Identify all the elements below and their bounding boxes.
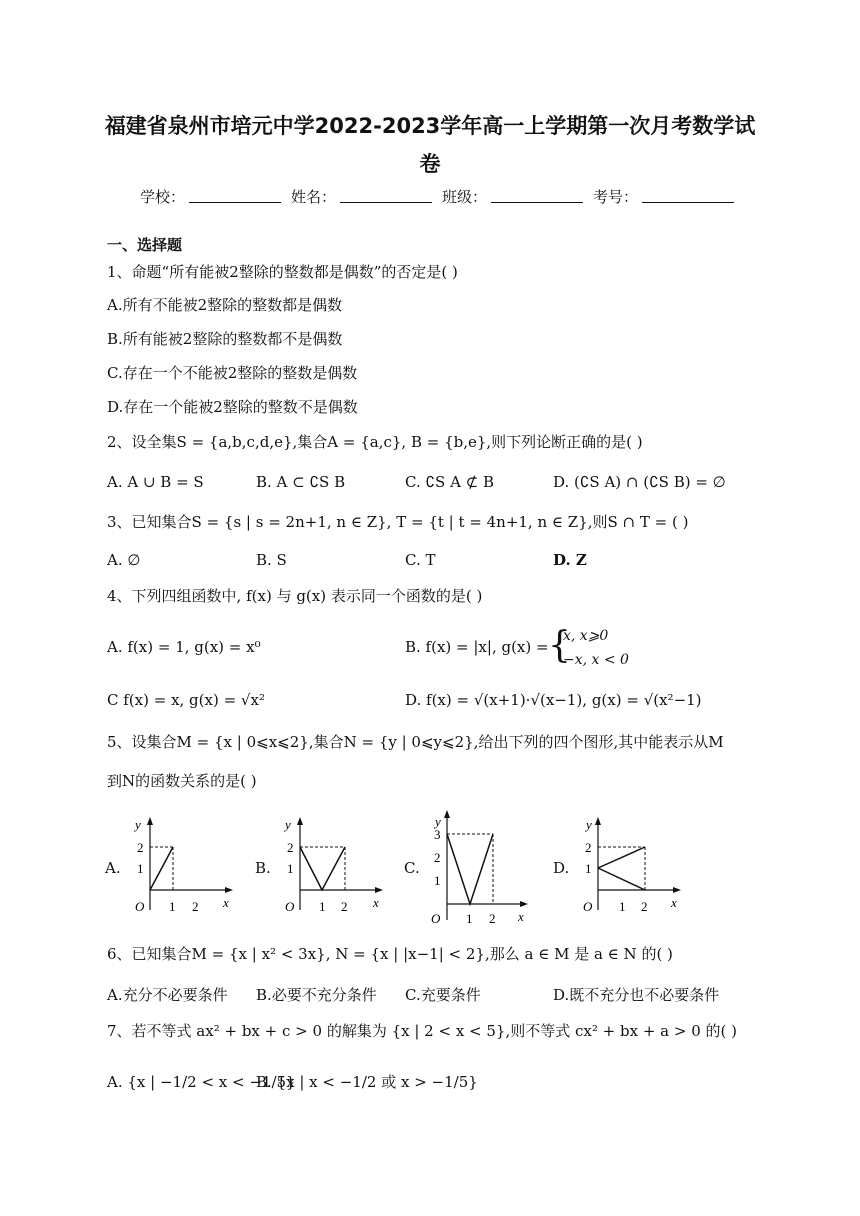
svg-text:2: 2: [434, 850, 441, 865]
q4-case2: −x, x < 0: [563, 652, 629, 668]
svg-text:2: 2: [489, 911, 496, 926]
q4-option-c: C f(x) = x, g(x) = √x²: [107, 691, 265, 709]
q2-option-c: C. ∁S A ⊄ B: [405, 473, 495, 491]
q5-label-d: D.: [553, 859, 570, 877]
svg-text:1: 1: [619, 899, 626, 914]
q4-case1: x, x⩾0: [563, 628, 609, 644]
graph-c: [425, 808, 535, 928]
graph-a-xlabel: x: [223, 895, 229, 910]
name-blank[interactable]: [340, 186, 432, 203]
student-info: [140, 186, 740, 207]
id-label: 考号：: [593, 188, 639, 206]
q3-stem: 3、已知集合S = {s | s = 2n+1, n ∈ Z}, T = {t | t = 4n+1, n ∈ Z},则S ∩ T = ( ): [107, 513, 689, 531]
q1-option-d: D.存在一个能被2整除的整数不是偶数: [107, 398, 358, 416]
graph-c-origin: O: [431, 911, 441, 926]
q5-stem: 5、设集合M = {x | 0⩽x⩽2},集合N = {y | 0⩽y⩽2},给出下列的四个图形,其中能表示从M: [107, 733, 724, 751]
svg-text:3: 3: [434, 827, 441, 842]
page-title-cont: 卷: [419, 152, 441, 176]
graph-b: [275, 815, 385, 920]
school-label: 学校：: [140, 188, 186, 206]
q3-option-c: C. T: [405, 551, 436, 569]
svg-text:2: 2: [192, 899, 199, 914]
graph-d-xlabel: x: [671, 895, 677, 910]
class-blank[interactable]: [491, 186, 583, 203]
graph-b-origin: O: [285, 899, 295, 914]
id-blank[interactable]: [642, 186, 734, 203]
graph-b-ylabel: y: [285, 817, 291, 832]
q6-stem: 6、已知集合M = {x | x² < 3x}, N = {x | |x−1| < 2},那么 a ∈ M 是 a ∈ N 的( ): [107, 945, 673, 963]
school-blank[interactable]: [189, 186, 281, 203]
q7-stem: 7、若不等式 ax² + bx + c > 0 的解集为 {x | 2 < x < 5},则不等式 cx² + bx + a > 0 的( ): [107, 1022, 737, 1040]
svg-text:2: 2: [137, 840, 144, 855]
svg-text:2: 2: [641, 899, 648, 914]
graph-a-origin: O: [135, 899, 145, 914]
q3-option-b: B. S: [256, 551, 287, 569]
q2-option-b: B. A ⊂ ∁S B: [256, 473, 346, 491]
q1-option-b: B.所有能被2整除的整数都不是偶数: [107, 330, 343, 348]
svg-text:1: 1: [585, 861, 592, 876]
q5-label-c: C.: [404, 859, 420, 877]
svg-text:2: 2: [341, 899, 348, 914]
q6-option-b: B.必要不充分条件: [256, 986, 377, 1004]
q5-label-b: B.: [255, 859, 271, 877]
q5-label-a: A.: [105, 859, 121, 877]
graph-c-xlabel: x: [518, 909, 524, 924]
q3-option-d: D. Z: [553, 551, 587, 569]
q4-option-d: D. f(x) = √(x+1)·√(x−1), g(x) = √(x²−1): [405, 691, 702, 709]
q4-brace: {: [548, 625, 571, 666]
class-label: 班级：: [442, 188, 488, 206]
svg-text:1: 1: [287, 861, 294, 876]
q6-option-c: C.充要条件: [405, 986, 481, 1004]
graph-a-ylabel: y: [135, 817, 141, 832]
graph-a: [125, 815, 235, 920]
svg-text:1: 1: [434, 873, 441, 888]
graph-c-ylabel: y: [435, 814, 441, 829]
graph-d-ylabel: y: [586, 817, 592, 832]
q5-stem-cont: 到N的函数关系的是( ): [107, 772, 257, 790]
q1-option-c: C.存在一个不能被2整除的整数是偶数: [107, 364, 358, 382]
q4-option-a: A. f(x) = 1, g(x) = x⁰: [107, 638, 261, 656]
name-label: 姓名：: [291, 188, 337, 206]
svg-text:1: 1: [466, 911, 473, 926]
svg-text:2: 2: [287, 840, 294, 855]
q4-stem: 4、下列四组函数中, f(x) 与 g(x) 表示同一个函数的是( ): [107, 587, 483, 605]
graph-d-origin: O: [583, 899, 593, 914]
graph-b-xlabel: x: [373, 895, 379, 910]
q7-option-b: B. {x | x < −1/2 或 x > −1/5}: [256, 1073, 478, 1091]
q3-option-a: A. ∅: [107, 551, 141, 569]
q7-option-a: A. {x | −1/2 < x < −1/5}: [107, 1073, 296, 1091]
svg-text:1: 1: [169, 899, 176, 914]
section-heading: 一、选择题: [107, 236, 183, 254]
svg-text:1: 1: [137, 861, 144, 876]
q6-option-a: A.充分不必要条件: [107, 986, 228, 1004]
q2-stem: 2、设全集S = {a,b,c,d,e},集合A = {a,c}, B = {b,e},则下列论断正确的是( ): [107, 433, 643, 451]
page-title: 福建省泉州市培元中学2022-2023学年高一上学期第一次月考数学试: [104, 114, 756, 138]
q2-option-a: A. A ∪ B = S: [107, 473, 204, 491]
q2-option-d: D. (∁S A) ∩ (∁S B) = ∅: [553, 473, 726, 491]
graph-d: [573, 815, 683, 920]
svg-text:2: 2: [585, 840, 592, 855]
q1-stem: 1、命题“所有能被2整除的整数都是偶数”的否定是( ): [107, 263, 458, 281]
q4-option-b: B. f(x) = |x|, g(x) =: [405, 638, 549, 656]
q6-option-d: D.既不充分也不必要条件: [553, 986, 720, 1004]
q1-option-a: A.所有不能被2整除的整数都是偶数: [107, 296, 343, 314]
svg-text:1: 1: [319, 899, 326, 914]
